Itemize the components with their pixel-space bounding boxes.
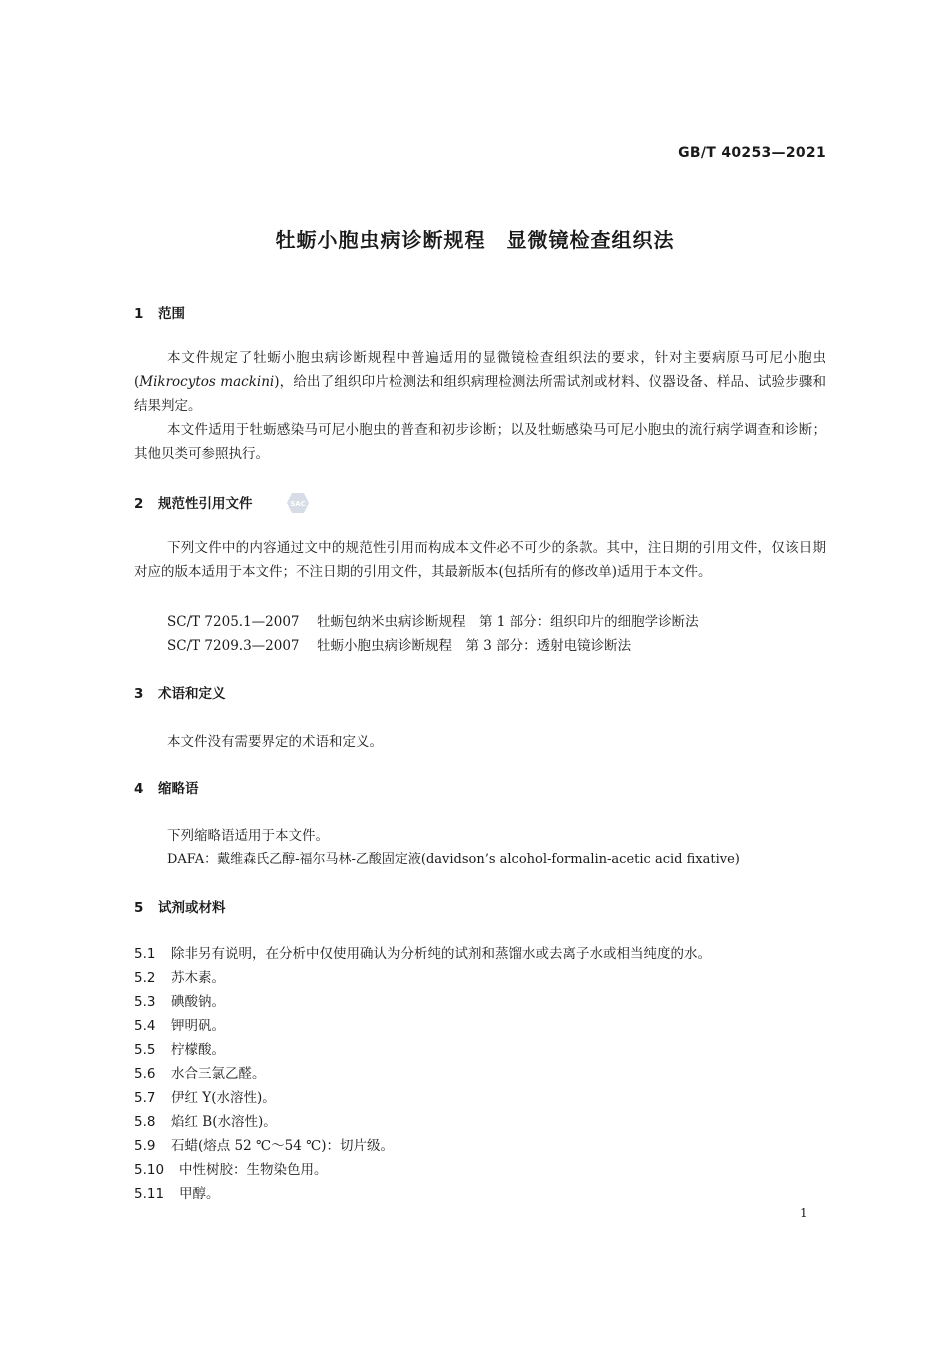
reference-item: [167, 610, 699, 630]
item-number: 5.4: [134, 1018, 156, 1034]
item-text: 除非另有说明，在分析中仅使用确认为分析纯的试剂和蒸馏水或去离子水或相当纯度的水。: [171, 946, 711, 962]
section-number: 2: [134, 496, 144, 512]
logo-lettering: SAC: [290, 500, 306, 508]
item-text: 柠檬酸。: [171, 1042, 225, 1058]
section-number: 4: [134, 781, 144, 797]
section-1-paragraph-2: 本文件适用于牡蛎感染马可尼小胞虫的普查和初步诊断；以及牡蛎感染马可尼小胞虫的流行病学调查和诊断；其他贝类可参照执行。: [134, 422, 826, 462]
document-title: 牡蛎小胞虫病诊断规程 显微镜检查组织法: [275, 228, 675, 252]
section-title: 规范性引用文件: [158, 496, 253, 512]
item-number: 5.11: [134, 1186, 165, 1202]
section-3-heading: [134, 682, 226, 702]
section-4-heading: [134, 777, 199, 797]
item-text: 苏木素。: [171, 970, 225, 986]
reagent-item: [134, 942, 711, 962]
section-title: 缩略语: [158, 781, 199, 797]
sac-watermark-logo: [286, 492, 310, 514]
section-1-heading: [134, 302, 185, 322]
reagent-item: [134, 966, 225, 986]
item-number: 5.3: [134, 994, 156, 1010]
section-number: 3: [134, 686, 144, 702]
section-4-paragraph-1: 下列缩略语适用于本文件。: [167, 828, 329, 844]
section-number: 5: [134, 900, 144, 916]
item-text: 甲醇。: [179, 1186, 220, 1202]
item-text: 碘酸钠。: [171, 994, 225, 1010]
text-run: )，给出了组织印片检测法和组织病理检测法所需试剂或材料、仪器设备、样品、试验步骤和结果判定。: [134, 374, 826, 414]
section-title: 试剂或材料: [158, 900, 226, 916]
page-number: 1: [800, 1206, 808, 1220]
reagent-item: [134, 1062, 266, 1082]
item-number: 5.9: [134, 1138, 156, 1154]
item-number: 5.2: [134, 970, 156, 986]
reagent-item: [134, 1086, 276, 1106]
section-2-paragraph-1: 下列文件中的内容通过文中的规范性引用而构成本文件必不可少的条款。其中，注日期的引用文件，仅该日期对应的版本适用于本文件；不注日期的引用文件，其最新版本(包括所有的修改单)适用于本文件。: [134, 540, 826, 580]
reference-title: 牡蛎小胞虫病诊断规程 第 3 部分：透射电镜诊断法: [317, 638, 632, 654]
reagent-item: [134, 1158, 328, 1178]
reference-item: [167, 634, 631, 654]
section-title: 范围: [158, 306, 185, 322]
section-3-paragraph-1: 本文件没有需要界定的术语和定义。: [167, 734, 383, 750]
reference-title: 牡蛎包纳米虫病诊断规程 第 1 部分：组织印片的细胞学诊断法: [317, 614, 699, 630]
item-number: 5.7: [134, 1090, 156, 1106]
item-number: 5.10: [134, 1162, 165, 1178]
section-title: 术语和定义: [158, 686, 226, 702]
item-text: 焰红 B(水溶性)。: [171, 1114, 277, 1130]
section-5-heading: [134, 896, 226, 916]
reagent-item: [134, 1038, 225, 1058]
text-run: 本文件规定了牡蛎小胞虫病诊断规程中普遍适用的显微镜检查组织法的要求，针对主要病原马可尼小胞虫(: [134, 350, 826, 390]
item-text: 钾明矾。: [171, 1018, 225, 1034]
reagent-item: [134, 1182, 220, 1202]
section-2-heading: [134, 492, 253, 512]
reference-code: SC/T 7205.1—2007: [167, 614, 300, 630]
item-text: 水合三氯乙醛。: [171, 1066, 266, 1082]
abbreviation-entry: DAFA：戴维森氏乙醇-福尔马林-乙酸固定液(davidson’s alcohol-formalin-acetic acid fixative): [167, 852, 740, 867]
reagent-item: [134, 990, 225, 1010]
reagent-item: [134, 1134, 394, 1154]
item-number: 5.1: [134, 946, 156, 962]
reference-code: SC/T 7209.3—2007: [167, 638, 300, 654]
section-1-paragraph-1: [134, 346, 826, 418]
section-number: 1: [134, 306, 144, 322]
item-text: 石蜡(熔点 52 ℃～54 ℃)：切片级。: [171, 1138, 394, 1154]
item-text: 伊红 Y(水溶性)。: [171, 1090, 276, 1106]
reagent-item: [134, 1110, 277, 1130]
item-text: 中性树胶：生物染色用。: [179, 1162, 328, 1178]
italic-species-name: Mikrocytos mackini: [139, 374, 275, 390]
reagent-item: [134, 1014, 225, 1034]
item-number: 5.6: [134, 1066, 156, 1082]
item-number: 5.5: [134, 1042, 156, 1058]
item-number: 5.8: [134, 1114, 156, 1130]
standard-code: GB/T 40253—2021: [678, 145, 826, 161]
